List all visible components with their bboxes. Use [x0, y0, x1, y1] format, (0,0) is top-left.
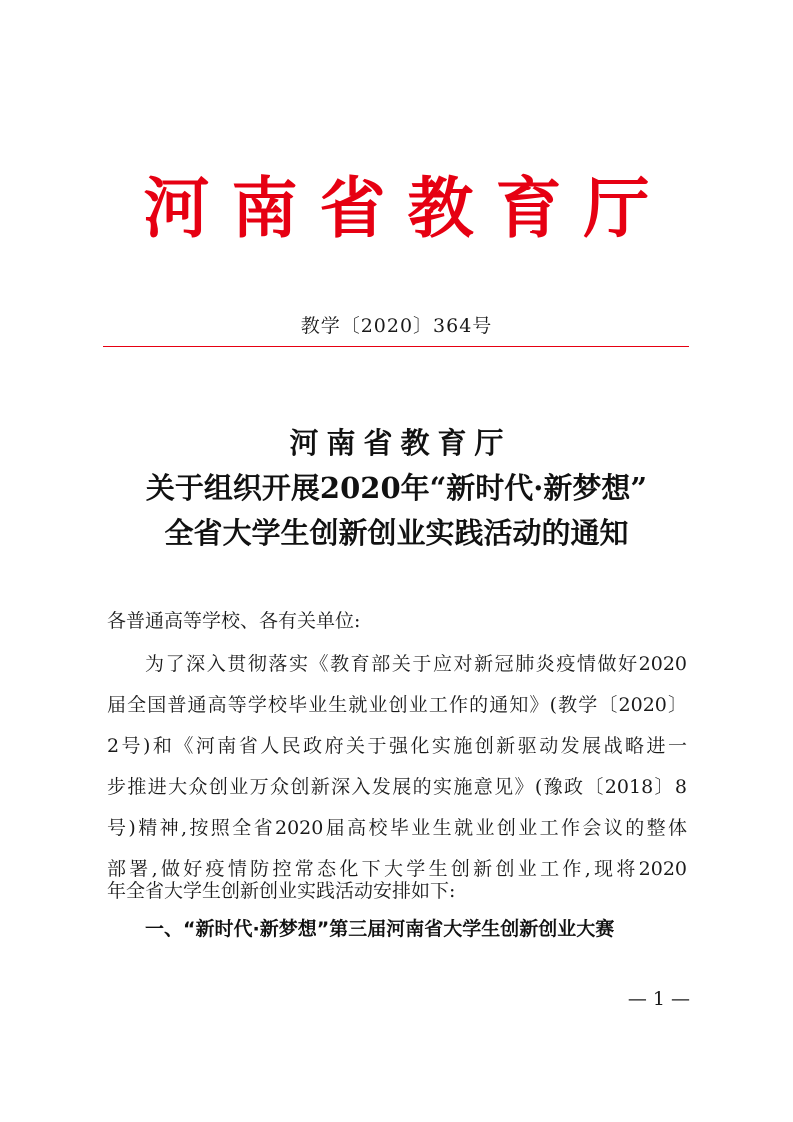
paragraph-line: 为了深入贯彻落实《教育部关于应对新冠肺炎疫情做好2020 — [145, 653, 687, 675]
document-number: 教学〔2020〕364号 — [300, 315, 493, 337]
page-number: — 1 — — [627, 988, 690, 1010]
section-heading: 一、“新时代·新梦想”第三届河南省大学生创新创业大赛 — [145, 918, 615, 940]
paragraph-line: 部署,做好疫情防控常态化下大学生创新创业工作,现将2020 — [107, 858, 687, 880]
paragraph-line: 号)精神,按照全省2020届高校毕业生就业创业工作会议的整体 — [107, 817, 687, 839]
paragraph-line: 步推进大众创业万众创新深入发展的实施意见》(豫政〔2018〕8 — [107, 776, 687, 798]
red-separator-line — [103, 346, 689, 347]
issuer-masthead: 河南省教育厅 — [143, 169, 672, 247]
paragraph-line: 2号)和《河南省人民政府关于强化实施创新驱动发展战略进一 — [107, 735, 687, 757]
paragraph-line: 届全国普通高等学校毕业生就业创业工作的通知》(教学〔2020〕 — [107, 694, 687, 716]
title-line-1: 河南省教育厅 — [289, 426, 512, 460]
title-line-2: 关于组织开展2020年“新时代·新梦想” — [145, 471, 648, 505]
paragraph-line: 年全省大学生创新创业实践活动安排如下: — [107, 880, 456, 902]
title-line-3: 全省大学生创新创业实践活动的通知 — [164, 516, 629, 550]
salutation: 各普通高等学校、各有关单位: — [107, 610, 361, 632]
